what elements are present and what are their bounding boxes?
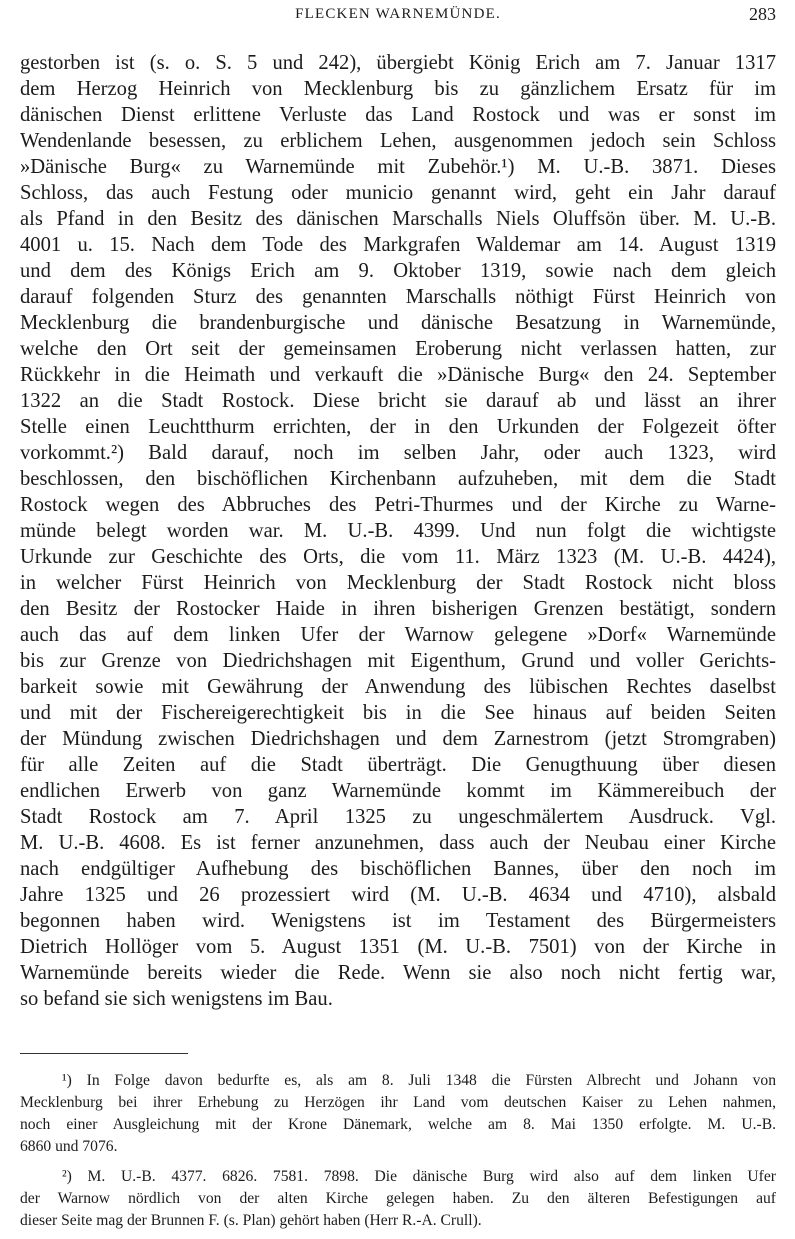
text-line: als Pfand in den Besitz des dänischen Marschalls Niels Oluffsön über. M. U.-B. [20, 208, 776, 230]
text-line: M. U.-B. 4608. Es ist ferner anzunehmen, dass auch der Neubau einer Kirche [20, 832, 776, 854]
text-line: münde belegt worden war. M. U.-B. 4399. Und nun folgt die wichtigste [20, 520, 776, 542]
text-line: Warnemünde bereits wieder die Rede. Wenn sie also noch nicht fertig war, [20, 962, 776, 984]
page-header [20, 4, 776, 28]
text-line: barkeit sowie mit Gewährung der Anwendung des lübischen Rechtes daselbst [20, 676, 776, 698]
text-line: Stelle einen Leuchtthurm errichten, der in den Urkunden der Folgezeit öfter [20, 416, 776, 438]
text-line: Stadt Rostock am 7. April 1325 zu ungeschmälertem Ausdruck. Vgl. [20, 806, 776, 828]
text-line: Mecklenburg die brandenburgische und dänische Besatzung in Warnemünde, [20, 312, 776, 334]
text-line: und mit der Fischereigerechtigkeit bis in die See hinaus auf beiden Seiten [20, 702, 776, 724]
text-line: der Mündung zwischen Diedrichshagen und dem Zarnestrom (jetzt Stromgraben) [20, 728, 776, 750]
text-line: bis zur Grenze von Diedrichshagen mit Eigenthum, Grund und voller Gerichts- [20, 650, 776, 672]
text-line: Jahre 1325 und 26 prozessiert wird (M. U.-B. 4634 und 4710), alsbald [20, 884, 776, 906]
footnote-line: ²) M. U.-B. 4377. 6826. 7581. 7898. Die dänische Burg wird also auf dem linken Ufer [62, 1168, 776, 1185]
footnote-line: dieser Seite mag der Brunnen F. (s. Plan) gehört haben (Herr R.-A. Crull). [20, 1212, 482, 1229]
body-text [20, 50, 776, 1012]
text-line: Dietrich Hollöger vom 5. August 1351 (M. U.-B. 7501) von der Kirche in [20, 936, 776, 958]
text-line: »Dänische Burg« zu Warnemünde mit Zubehör.¹) M. U.-B. 3871. Dieses [20, 156, 776, 178]
text-line: endlichen Erwerb von ganz Warnemünde kommt im Kämmereibuch der [20, 780, 776, 802]
text-line: den Besitz der Rostocker Haide in ihren bisherigen Grenzen bestätigt, sondern [20, 598, 776, 620]
text-line: dänischen Dienst erlittene Verluste das Land Rostock und was er sonst im [20, 104, 776, 126]
text-line: vorkommt.²) Bald darauf, noch im selben Jahr, oder auch 1323, wird [20, 442, 776, 464]
text-line: Wendenlande besessen, zu erblichem Lehen, ausgenommen jedoch sein Schloss [20, 130, 776, 152]
running-head: FLECKEN WARNEMÜNDE. [295, 6, 501, 22]
footnote-line: 6860 und 7076. [20, 1138, 118, 1155]
footnote-line: ¹) In Folge davon bedurfte es, als am 8. Juli 1348 die Fürsten Albrecht und Johann von [62, 1072, 776, 1089]
text-line: gestorben ist (s. o. S. 5 und 242), übergiebt König Erich am 7. Januar 1317 [20, 52, 776, 74]
footnotes [20, 1070, 776, 1232]
text-line: Urkunde zur Geschichte des Orts, die vom 11. März 1323 (M. U.-B. 4424), [20, 546, 776, 568]
footnote-line: noch einer Ausgleichung mit der Krone Dänemark, welche am 8. Mai 1350 erfolgte. M. U.-B. [20, 1116, 776, 1133]
text-line: Rostock wegen des Abbruches des Petri-Thurmes und der Kirche zu Warne- [20, 494, 776, 516]
text-line: Rückkehr in die Heimath und verkauft die »Dänische Burg« den 24. September [20, 364, 776, 386]
footnote-separator [20, 1053, 188, 1054]
text-line: auch das auf dem linken Ufer der Warnow gelegene »Dorf« Warnemünde [20, 624, 776, 646]
text-line: so befand sie sich wenigstens im Bau. [20, 988, 333, 1010]
text-line: für alle Zeiten auf die Stadt überträgt. Die Genugthuung über diesen [20, 754, 776, 776]
text-line: Schloss, das auch Festung oder municio genannt wird, geht ein Jahr darauf [20, 182, 776, 204]
text-line: begonnen haben wird. Wenigstens ist im Testament des Bürgermeisters [20, 910, 776, 932]
text-line: und dem des Königs Erich am 9. Oktober 1319, sowie nach dem gleich [20, 260, 776, 282]
text-line: dem Herzog Heinrich von Mecklenburg bis zu gänzlichem Ersatz für im [20, 78, 776, 100]
text-line: beschlossen, den bischöflichen Kirchenbann aufzuheben, mit dem die Stadt [20, 468, 776, 490]
footnote-2 [20, 1166, 776, 1232]
footnote-line: Mecklenburg bei ihrer Erhebung zu Herzögen ihr Land vom deutschen Kaiser zu Lehen nahmen, [20, 1094, 776, 1111]
text-line: 1322 an die Stadt Rostock. Diese bricht sie darauf ab und lässt an ihrer [20, 390, 776, 412]
footnote-line: der Warnow nördlich von der alten Kirche gelegen haben. Zu den älteren Befestigungen auf [20, 1190, 776, 1207]
text-line: darauf folgenden Sturz des genannten Marschalls nöthigt Fürst Heinrich von [20, 286, 776, 308]
footnote-1 [20, 1070, 776, 1158]
text-line: nach endgültiger Aufhebung des bischöflichen Bannes, über den noch im [20, 858, 776, 880]
page-number: 283 [749, 4, 776, 24]
text-line: in welcher Fürst Heinrich von Mecklenburg der Stadt Rostock nicht bloss [20, 572, 776, 594]
text-line: 4001 u. 15. Nach dem Tode des Markgrafen Waldemar am 14. August 1319 [20, 234, 776, 256]
text-line: welche den Ort seit der gemeinsamen Eroberung nicht verlassen hatten, zur [20, 338, 776, 360]
